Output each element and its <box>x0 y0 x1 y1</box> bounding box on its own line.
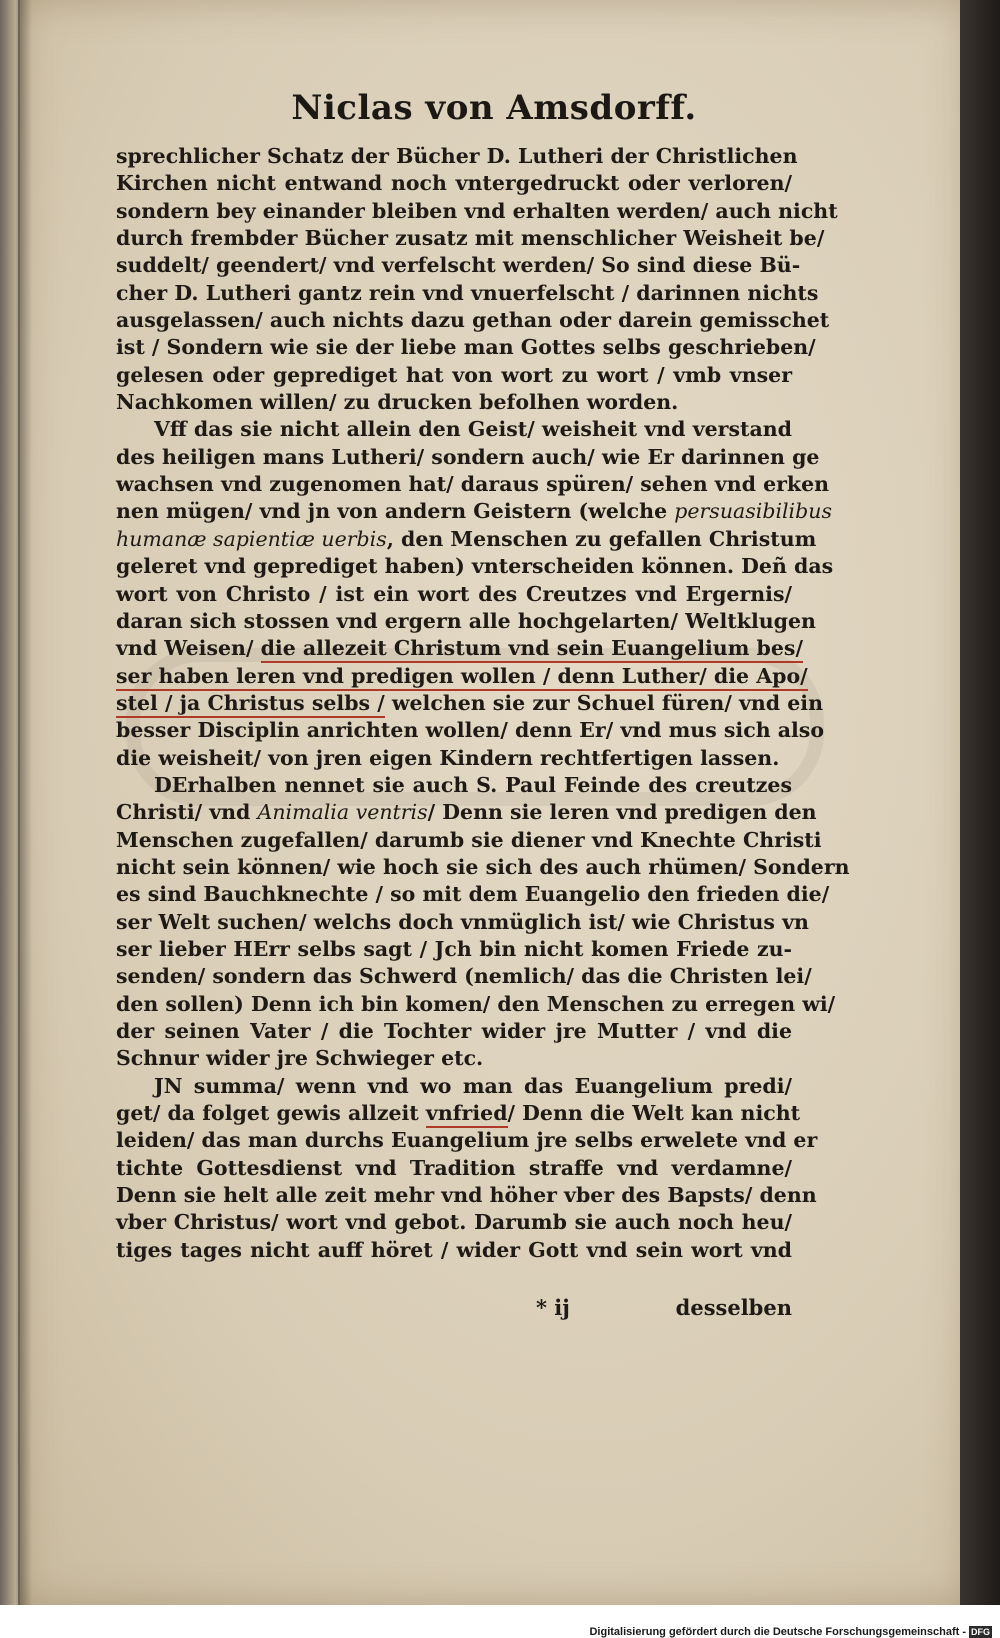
text-run: wort von Christo / ist ein wort des Creutzes vnd Ergernis/ <box>116 581 792 606</box>
text-block <box>116 143 850 1264</box>
text-run: nicht sein können/ wie hoch sie sich des auch rhümen/ Sondern <box>116 854 850 879</box>
text-line <box>116 1127 818 1154</box>
text-run: cher D. Lutheri gantz rein vnd vnuerfelscht / darinnen nichts <box>116 280 819 305</box>
text-line <box>116 1155 792 1182</box>
underlined-text: vnfried <box>426 1101 508 1128</box>
underlined-text: die allezeit Christum vnd sein Euangelium bes/ <box>261 636 803 663</box>
text-run: Denn sie helt alle zeit mehr vnd höher vber des Bapsts/ denn <box>116 1183 817 1208</box>
text-line <box>116 1237 792 1264</box>
text-run: welchen sie zur Schuel füren/ vnd ein <box>384 690 823 715</box>
text-line <box>116 690 823 717</box>
text-run: ser lieber HErr selbs sagt / Jch bin nicht komen Friede zu- <box>116 936 792 961</box>
text-run: ausgelassen/ auch nichts dazu gethan oder darein gemisschet <box>116 308 830 333</box>
text-line <box>116 307 830 334</box>
text-line <box>116 334 816 361</box>
text-run: geleret vnd geprediget haben) vnterscheiden können. Deñ das <box>116 554 834 579</box>
text-run: besser Disciplin anrichten wollen/ denn Er/ vnd mus sich also <box>116 718 825 743</box>
text-line <box>116 1073 792 1100</box>
text-run: Kirchen nicht entwand noch vntergedruckt oder verloren/ <box>116 171 792 196</box>
text-line <box>116 827 822 854</box>
text-line <box>116 936 792 963</box>
text-run: die weisheit/ von jren eigen Kindern rechtfertigen lassen. <box>116 745 780 770</box>
text-run: vnd Weisen/ <box>116 636 261 661</box>
text-line <box>116 526 817 553</box>
text-line <box>116 170 792 197</box>
text-line <box>116 963 812 990</box>
underlined-text: stel / ja Christus selbs / <box>116 691 385 718</box>
text-run: Vff das sie nicht allein den Geist/ weisheit vnd verstand <box>154 417 792 442</box>
book-page <box>20 0 968 1605</box>
text-line <box>116 553 834 580</box>
latin-text: humanæ sapientiæ uerbis <box>116 526 387 551</box>
text-run: den sollen) Denn ich bin komen/ den Menschen zu erregen wi/ <box>116 991 836 1016</box>
text-run: vber Christus/ wort vnd gebot. Darumb sie auch noch heu/ <box>116 1210 792 1235</box>
text-line <box>116 745 792 772</box>
text-run: gelesen oder geprediget hat von wort zu wort / vmb vnser <box>116 362 792 387</box>
latin-text: persuasibilibus <box>674 499 832 524</box>
text-line <box>116 389 792 416</box>
running-head: Niclas von Amsdorff. <box>291 88 697 128</box>
signature-mark: * ij <box>536 1295 570 1320</box>
text-run: , den Menschen zu gefallen Christum <box>386 526 817 551</box>
text-line <box>116 772 792 799</box>
text-run: / Denn die Welt kan nicht <box>507 1101 801 1126</box>
text-line <box>116 581 792 608</box>
text-line <box>116 362 792 389</box>
text-run: / Denn sie leren vnd predigen den <box>427 800 817 825</box>
text-line <box>116 225 825 252</box>
text-line <box>116 252 801 279</box>
text-line <box>116 1100 801 1127</box>
text-run: ser Welt suchen/ welchs doch vnmüglich ist/ wie Christus vn <box>116 909 809 934</box>
text-run: leiden/ das man durchs Euangelium jre selbs erwelete vnd er <box>116 1128 818 1153</box>
text-line <box>116 416 792 443</box>
text-run: suddelt/ geendert/ vnd verfelscht werden/ So sind diese Bü- <box>116 253 801 278</box>
dfg-credit-text: Digitalisierung gefördert durch die Deutsche Forschungsgemeinschaft - <box>589 1626 966 1638</box>
text-run: des heiligen mans Lutheri/ sondern auch/ wie Er darinnen ge <box>116 444 820 469</box>
text-line <box>116 635 803 662</box>
text-line <box>116 608 816 635</box>
catchword: desselben <box>675 1295 792 1320</box>
text-run: nen mügen/ vnd jn von andern Geistern (welche <box>116 499 675 524</box>
gutter-shadow <box>18 0 32 1605</box>
text-run: wachsen vnd zugenomen hat/ daraus spüren/ sehen vnd erken <box>116 472 830 497</box>
text-run: get/ da folget gewis allzeit <box>116 1101 426 1126</box>
text-run: sprechlicher Schatz der Bücher D. Lutheri der Christlichen <box>116 144 798 168</box>
text-line <box>116 1018 792 1045</box>
text-line <box>116 1045 792 1072</box>
text-run: daran sich stossen vnd ergern alle hochgelarten/ Weltklugen <box>116 608 816 633</box>
text-line <box>116 717 825 744</box>
text-line <box>116 1209 792 1236</box>
text-line <box>116 280 819 307</box>
dfg-logo: DFG <box>971 1627 990 1637</box>
text-line <box>116 143 798 170</box>
text-run: sondern bey einander bleiben vnd erhalten werden/ auch nicht <box>116 198 838 223</box>
text-line <box>116 1182 817 1209</box>
latin-text: Animalia ventris <box>257 800 428 825</box>
text-run: der seinen Vater / die Tochter wider jre Mutter / vnd die <box>116 1019 792 1043</box>
page-footer-line <box>116 1295 792 1323</box>
text-run: ist / Sondern wie sie der liebe man Gottes selbs geschrieben/ <box>116 335 816 360</box>
text-line <box>116 881 830 908</box>
text-run: durch frembder Bücher zusatz mit menschlicher Weisheit be/ <box>116 226 825 251</box>
text-run: Schnur wider jre Schwieger etc. <box>116 1046 484 1071</box>
text-line <box>116 854 850 881</box>
page-edge <box>960 0 1000 1605</box>
underlined-text: ser haben leren vnd predigen wollen / denn Luther/ die Apo/ <box>116 664 808 691</box>
text-run: senden/ sondern das Schwerd (nemlich/ das die Christen lei/ <box>116 964 812 989</box>
text-line <box>116 799 817 826</box>
text-line <box>116 663 808 690</box>
text-run: es sind Bauchknechte / so mit dem Euangelio den frieden die/ <box>116 882 830 907</box>
text-run: DErhalben nennet sie auch S. Paul Feinde des creutzes <box>154 772 792 797</box>
text-run: tichte Gottesdienst vnd Tradition straffe vnd verdamne/ <box>116 1155 792 1180</box>
dfg-credit <box>589 1626 992 1638</box>
text-line <box>116 471 830 498</box>
text-line <box>116 498 832 525</box>
text-run: JN summa/ wenn vnd wo man das Euangelium predi/ <box>154 1073 792 1098</box>
text-line <box>116 909 809 936</box>
text-run: tiges tages nicht auff höret / wider Gott vnd sein wort vnd <box>116 1237 792 1262</box>
text-line <box>116 198 838 225</box>
text-line <box>116 991 836 1018</box>
text-run: Nachkomen willen/ zu drucken befolhen worden. <box>116 390 679 415</box>
text-run: Menschen zugefallen/ darumb sie diener vnd Knechte Christi <box>116 827 822 852</box>
text-run: Christi/ vnd <box>116 800 258 825</box>
text-line <box>116 444 820 471</box>
